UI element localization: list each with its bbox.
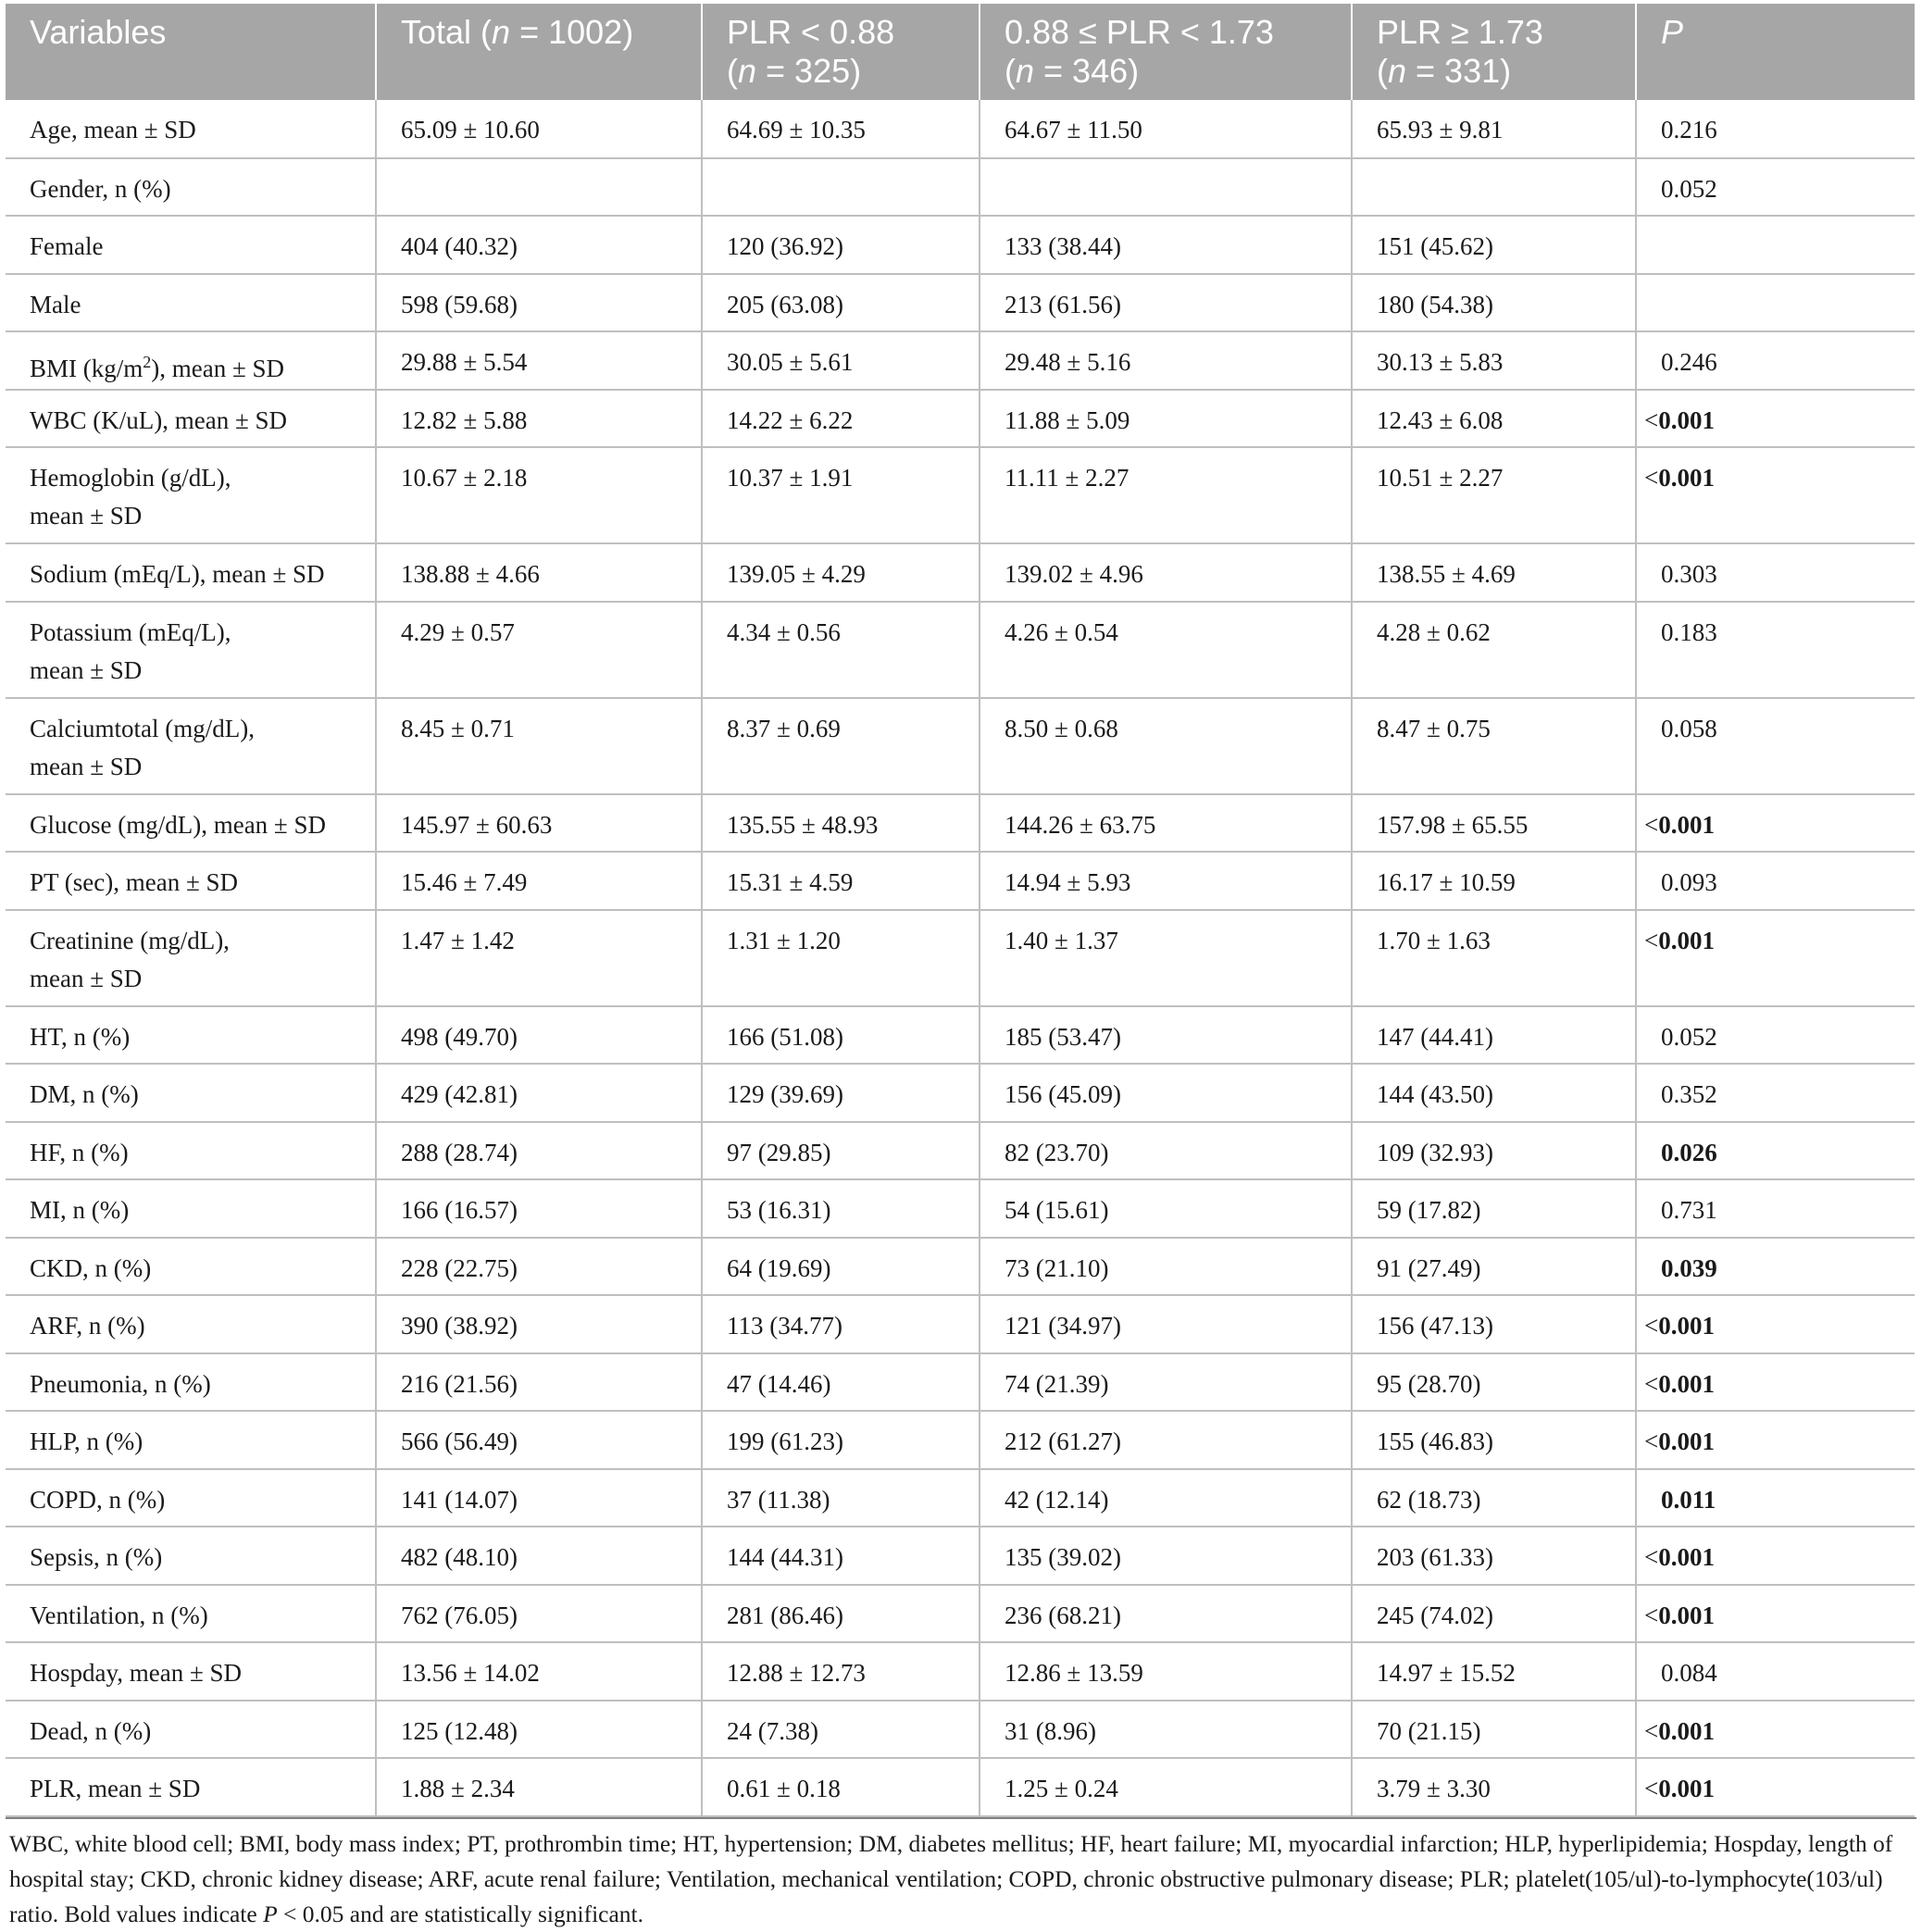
cell-p-value: <0.001 [1636,1411,1915,1469]
table-row [6,1006,1915,1065]
cell-group-low: 64.69 ± 10.35 [702,100,980,158]
cell-variable: Pneumonia, n (%) [6,1353,376,1412]
cell-p-value: <0.001 [1636,1353,1915,1412]
cell-variable: BMI $(kg/m^2)$, mean ± SD [6,331,376,390]
cell-group-mid: 29.48 ± 5.16 [980,331,1352,390]
cell-group-mid: 1.25 ± 0.24 [980,1758,1352,1816]
cell-group-high: 62 (18.73) [1352,1469,1636,1527]
cell-group-low: 1.31 ± 1.20 [702,910,980,1006]
cell-group-low: 139.05 ± 4.29 [702,543,980,602]
cell-variable: Female [6,216,376,274]
cell-variable: PT (sec), mean ± SD [6,852,376,910]
cell-group-low: 281 (86.46) [702,1585,980,1643]
table-row [6,1701,1915,1759]
cell-total: 138.88 ± 4.66 [376,543,702,602]
table-row [6,100,1915,158]
cell-group-mid: 14.94 ± 5.93 [980,852,1352,910]
cell-total: 141 (14.07) [376,1469,702,1527]
table-row [6,390,1915,448]
cell-group-high [1352,158,1636,217]
cell-variable: Creatinine (mg/dL), mean ± SD [6,910,376,1006]
cell-p-value: <0.001 [1636,1527,1915,1585]
cell-group-high: 109 (32.93) [1352,1122,1636,1180]
cell-group-low: 37 (11.38) [702,1469,980,1527]
table-row [6,274,1915,332]
cell-group-high: 1.70 ± 1.63 [1352,910,1636,1006]
cell-variable: MI, n (%) [6,1179,376,1238]
cell-p-value: <0.001 [1636,794,1915,853]
cell-p-value: <0.001 [1636,390,1915,448]
cell-group-mid: 185 (53.47) [980,1006,1352,1065]
cell-p-value: 0.058 [1636,698,1915,794]
cell-total: 762 (76.05) [376,1585,702,1643]
cell-p-value: <0.001 [1636,1585,1915,1643]
cell-total: 145.97 ± 60.63 [376,794,702,853]
cell-group-low: 113 (34.77) [702,1295,980,1353]
cell-total: 166 (16.57) [376,1179,702,1238]
table-row [6,1122,1915,1180]
cell-group-high: 138.55 ± 4.69 [1352,543,1636,602]
cell-variable: Age, mean ± SD [6,100,376,158]
cell-group-mid: 156 (45.09) [980,1064,1352,1122]
cell-total: 288 (28.74) [376,1122,702,1180]
cell-total: 4.29 ± 0.57 [376,602,702,698]
cell-p-value: <0.001 [1636,910,1915,1006]
cell-p-value: 0.216 [1636,100,1915,158]
cell-group-low: 12.88 ± 12.73 [702,1642,980,1701]
cell-variable: WBC (K/uL), mean ± SD [6,390,376,448]
cell-group-mid: 54 (15.61) [980,1179,1352,1238]
cell-group-high: 180 (54.38) [1352,274,1636,332]
cell-group-mid: 236 (68.21) [980,1585,1352,1643]
cell-group-mid: 42 (12.14) [980,1469,1352,1527]
cell-variable: Hospday, mean ± SD [6,1642,376,1701]
cell-group-mid: 213 (61.56) [980,274,1352,332]
table-body [6,100,1915,1816]
cell-variable: Calciumtotal (mg/dL), mean ± SD [6,698,376,794]
cell-group-mid: 73 (21.10) [980,1238,1352,1296]
table-row [6,1642,1915,1701]
header-group-low: PLR < 0.88 (n = 325) [702,4,980,100]
cell-group-high: 8.47 ± 0.75 [1352,698,1636,794]
cell-group-low [702,158,980,217]
cell-group-high: 70 (21.15) [1352,1701,1636,1759]
table-row [6,1179,1915,1238]
cell-variable: HLP, n (%) [6,1411,376,1469]
cell-group-high: 59 (17.82) [1352,1179,1636,1238]
cell-group-high: 91 (27.49) [1352,1238,1636,1296]
cell-group-high: 65.93 ± 9.81 [1352,100,1636,158]
cell-group-low: 129 (39.69) [702,1064,980,1122]
cell-group-high: 30.13 ± 5.83 [1352,331,1636,390]
cell-group-mid: 11.11 ± 2.27 [980,447,1352,543]
table-row [6,698,1915,794]
cell-total: 12.82 ± 5.88 [376,390,702,448]
table-row [6,216,1915,274]
cell-p-value: 0.039 [1636,1238,1915,1296]
footnote-text: WBC, white blood cell; BMI, body mass index; PT, prothrombin time; HT, hypertension; DM, diabetes mellitus; HF, heart failure; MI, myocardial infarction; HLP, hyperlipidemia; Hospday, length of hospital stay; CKD, chronic kidney disease; ARF, acute renal failure; Ventilation, mechanical ventilation; COPD, chronic obstructive pulmonary disease; PLR; platelet(105/ul)-to-lymphocyte(103/ul) ratio. Bold values indicate [9,1829,1893,1927]
footnote-p-symbol: P [263,1900,278,1927]
cell-group-high: 95 (28.70) [1352,1353,1636,1412]
cell-p-value [1636,274,1915,332]
cell-total: 566 (56.49) [376,1411,702,1469]
table-row [6,543,1915,602]
header-p-value: P [1636,4,1915,100]
cell-p-value: <0.001 [1636,1701,1915,1759]
cell-group-low: 199 (61.23) [702,1411,980,1469]
cell-total: 29.88 ± 5.54 [376,331,702,390]
cell-group-high: 155 (46.83) [1352,1411,1636,1469]
cell-variable: Ventilation, n (%) [6,1585,376,1643]
cell-total: 1.47 ± 1.42 [376,910,702,1006]
cell-group-low: 166 (51.08) [702,1006,980,1065]
table-footnote [6,1817,1916,1932]
header-group-high: PLR ≥ 1.73 (n = 331) [1352,4,1636,100]
table-row [6,1238,1915,1296]
table-row [6,1295,1915,1353]
table-row [6,794,1915,853]
cell-p-value: 0.731 [1636,1179,1915,1238]
cell-variable: DM, n (%) [6,1064,376,1122]
cell-variable: Sepsis, n (%) [6,1527,376,1585]
table-row [6,1527,1915,1585]
cell-total: 482 (48.10) [376,1527,702,1585]
cell-group-mid [980,158,1352,217]
cell-group-low: 205 (63.08) [702,274,980,332]
cell-total: 1.88 ± 2.34 [376,1758,702,1816]
cell-total: 498 (49.70) [376,1006,702,1065]
cell-group-high: 4.28 ± 0.62 [1352,602,1636,698]
cell-group-high: 3.79 ± 3.30 [1352,1758,1636,1816]
cell-group-low: 4.34 ± 0.56 [702,602,980,698]
cell-group-high: 245 (74.02) [1352,1585,1636,1643]
cell-total: 598 (59.68) [376,274,702,332]
cell-group-high: 14.97 ± 15.52 [1352,1642,1636,1701]
cell-group-low: 30.05 ± 5.61 [702,331,980,390]
cell-p-value: <0.001 [1636,1758,1915,1816]
cell-p-value: 0.052 [1636,158,1915,217]
cell-group-low: 47 (14.46) [702,1353,980,1412]
table-container [6,4,1915,1932]
baseline-characteristics-table [6,4,1915,1817]
cell-p-value: 0.183 [1636,602,1915,698]
cell-total: 15.46 ± 7.49 [376,852,702,910]
cell-variable: HF, n (%) [6,1122,376,1180]
cell-total: 216 (21.56) [376,1353,702,1412]
cell-group-low: 14.22 ± 6.22 [702,390,980,448]
cell-total: 390 (38.92) [376,1295,702,1353]
cell-total: 13.56 ± 14.02 [376,1642,702,1701]
table-row [6,602,1915,698]
table-header-row [6,4,1915,100]
table-row [6,331,1915,390]
cell-group-high: 144 (43.50) [1352,1064,1636,1122]
cell-group-low: 64 (19.69) [702,1238,980,1296]
table-row [6,1585,1915,1643]
cell-group-low: 8.37 ± 0.69 [702,698,980,794]
cell-variable: Gender, n (%) [6,158,376,217]
table-row [6,1411,1915,1469]
cell-variable: COPD, n (%) [6,1469,376,1527]
cell-variable: Potassium (mEq/L), mean ± SD [6,602,376,698]
cell-total: 404 (40.32) [376,216,702,274]
table-row [6,910,1915,1006]
cell-variable: Hemoglobin (g/dL), mean ± SD [6,447,376,543]
cell-p-value: 0.093 [1636,852,1915,910]
table-row [6,1353,1915,1412]
cell-group-mid: 8.50 ± 0.68 [980,698,1352,794]
cell-group-mid: 139.02 ± 4.96 [980,543,1352,602]
table-row [6,158,1915,217]
cell-group-low: 24 (7.38) [702,1701,980,1759]
cell-variable: PLR, mean ± SD [6,1758,376,1816]
cell-group-mid: 64.67 ± 11.50 [980,100,1352,158]
cell-p-value: 0.352 [1636,1064,1915,1122]
cell-group-mid: 135 (39.02) [980,1527,1352,1585]
cell-group-high: 147 (44.41) [1352,1006,1636,1065]
header-group-mid: 0.88 ≤ PLR < 1.73 (n = 346) [980,4,1352,100]
cell-group-mid: 74 (21.39) [980,1353,1352,1412]
cell-group-low: 135.55 ± 48.93 [702,794,980,853]
cell-group-mid: 133 (38.44) [980,216,1352,274]
cell-total: 228 (22.75) [376,1238,702,1296]
cell-group-high: 157.98 ± 65.55 [1352,794,1636,853]
cell-total: 65.09 ± 10.60 [376,100,702,158]
cell-variable: ARF, n (%) [6,1295,376,1353]
cell-variable: Sodium (mEq/L), mean ± SD [6,543,376,602]
table-row [6,1758,1915,1816]
cell-group-mid: 144.26 ± 63.75 [980,794,1352,853]
cell-group-high: 12.43 ± 6.08 [1352,390,1636,448]
cell-group-low: 0.61 ± 0.18 [702,1758,980,1816]
cell-p-value: 0.011 [1636,1469,1915,1527]
footnote-text-end: < 0.05 and are statistically significant. [277,1900,644,1927]
cell-p-value: 0.303 [1636,543,1915,602]
table-row [6,852,1915,910]
cell-group-high: 156 (47.13) [1352,1295,1636,1353]
cell-group-high: 10.51 ± 2.27 [1352,447,1636,543]
cell-group-low: 10.37 ± 1.91 [702,447,980,543]
cell-variable: Dead, n (%) [6,1701,376,1759]
cell-group-mid: 31 (8.96) [980,1701,1352,1759]
cell-group-high: 16.17 ± 10.59 [1352,852,1636,910]
cell-p-value: 0.084 [1636,1642,1915,1701]
header-variables: Variables [6,4,376,100]
cell-variable: CKD, n (%) [6,1238,376,1296]
cell-group-mid: 11.88 ± 5.09 [980,390,1352,448]
cell-p-value [1636,216,1915,274]
cell-group-mid: 121 (34.97) [980,1295,1352,1353]
cell-group-high: 203 (61.33) [1352,1527,1636,1585]
cell-group-low: 15.31 ± 4.59 [702,852,980,910]
cell-p-value: 0.246 [1636,331,1915,390]
cell-group-low: 97 (29.85) [702,1122,980,1180]
cell-group-mid: 82 (23.70) [980,1122,1352,1180]
cell-variable: Glucose (mg/dL), mean ± SD [6,794,376,853]
table-row [6,1064,1915,1122]
cell-total [376,158,702,217]
cell-variable: HT, n (%) [6,1006,376,1065]
cell-total: 429 (42.81) [376,1064,702,1122]
header-total: Total (n = 1002) [376,4,702,100]
cell-total: 10.67 ± 2.18 [376,447,702,543]
cell-total: 8.45 ± 0.71 [376,698,702,794]
cell-group-low: 120 (36.92) [702,216,980,274]
cell-p-value: <0.001 [1636,1295,1915,1353]
cell-group-low: 144 (44.31) [702,1527,980,1585]
table-row [6,447,1915,543]
cell-variable: Male [6,274,376,332]
cell-group-mid: 1.40 ± 1.37 [980,910,1352,1006]
cell-group-mid: 4.26 ± 0.54 [980,602,1352,698]
cell-group-mid: 212 (61.27) [980,1411,1352,1469]
cell-total: 125 (12.48) [376,1701,702,1759]
cell-p-value: 0.026 [1636,1122,1915,1180]
cell-p-value: 0.052 [1636,1006,1915,1065]
cell-group-high: 151 (45.62) [1352,216,1636,274]
table-row [6,1469,1915,1527]
cell-group-low: 53 (16.31) [702,1179,980,1238]
cell-p-value: <0.001 [1636,447,1915,543]
cell-group-mid: 12.86 ± 13.59 [980,1642,1352,1701]
